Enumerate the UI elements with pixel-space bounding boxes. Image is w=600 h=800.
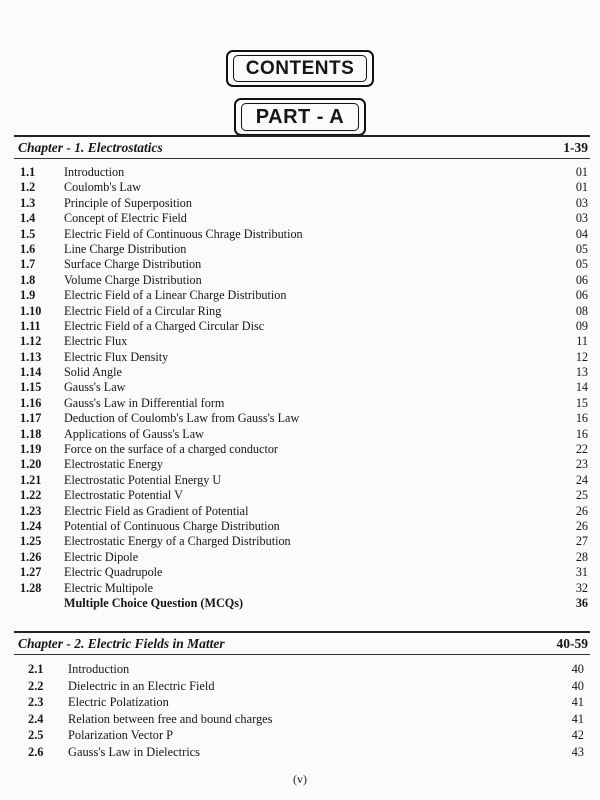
toc-entry: [0, 728, 600, 745]
section-title: Electrostatic Potential Energy U: [64, 472, 222, 487]
section-number: 1.1: [20, 165, 36, 179]
section-number: 2.5: [28, 728, 44, 743]
section-page: 25: [575, 488, 588, 503]
chapter-1-entries: [0, 165, 600, 611]
section-page: 01: [575, 180, 588, 195]
section-title: Dielectric in an Electric Field: [68, 678, 215, 693]
section-page: 06: [575, 272, 588, 287]
section-number: 1.24: [20, 518, 42, 533]
toc-entry: [0, 519, 600, 534]
section-title: Introduction: [68, 662, 130, 676]
section-title: Electric Field of a Charged Circular Disc: [64, 318, 265, 333]
toc-entry: [0, 504, 600, 519]
section-page: 42: [571, 728, 584, 743]
section-number: 1.15: [20, 380, 42, 395]
section-title: Electric Field as Gradient of Potential: [64, 503, 249, 518]
section-page: 01: [575, 165, 588, 179]
chapter-title: Chapter - 1. Electrostatics: [18, 140, 163, 155]
section-title: Deduction of Coulomb's Law from Gauss's Law: [64, 411, 300, 426]
toc-entry: [0, 365, 600, 380]
toc-entry: [0, 745, 600, 762]
section-title: Electric Field of a Linear Charge Distribution: [64, 288, 287, 303]
contents-badge-wrap: [0, 50, 600, 87]
section-page: 11: [576, 334, 588, 349]
section-title: Principle of Superposition: [64, 195, 192, 210]
section-title: Solid Angle: [64, 365, 122, 380]
section-number: 1.8: [20, 272, 36, 287]
section-number: 1.5: [20, 226, 36, 241]
section-number: 1.3: [20, 195, 36, 210]
section-number: 1.26: [20, 549, 42, 564]
section-page: 06: [575, 288, 588, 303]
section-page: 32: [575, 580, 588, 595]
section-page: 12: [575, 349, 588, 364]
section-title: Electric Dipole: [64, 549, 139, 564]
section-title: Electric Field of Continuous Chrage Distribution: [64, 226, 303, 241]
section-title: Electric Multipole: [64, 580, 154, 595]
section-title: Coulomb's Law: [64, 180, 142, 195]
section-page: 31: [575, 565, 588, 580]
toc-entry: [0, 565, 600, 580]
part-badge-wrap: [0, 98, 600, 136]
section-number: 2.3: [28, 695, 44, 710]
section-title: Gauss's Law: [64, 380, 126, 395]
section-number: 1.28: [20, 580, 42, 595]
toc-entry: [0, 257, 600, 272]
toc-entry: [0, 457, 600, 472]
toc-entry: [0, 288, 600, 303]
section-title: Applications of Gauss's Law: [64, 426, 204, 441]
toc-entry: [0, 712, 600, 729]
section-page: 24: [575, 472, 588, 487]
toc-entry: [0, 695, 600, 712]
toc-entry: [0, 319, 600, 334]
part-heading: PART - A: [241, 103, 359, 131]
section-number: 1.10: [20, 303, 42, 318]
section-page: 40: [571, 678, 584, 693]
part-badge: [234, 98, 366, 136]
section-page: 05: [575, 257, 588, 272]
section-page: 36: [575, 595, 588, 610]
section-number: 1.4: [20, 211, 36, 226]
chapter-page-range: 1-39: [563, 140, 588, 155]
section-number: 1.17: [20, 411, 42, 426]
section-title: Concept of Electric Field: [64, 211, 187, 226]
section-title: Electric Flux: [64, 334, 128, 349]
section-page: 41: [571, 711, 584, 726]
section-number: 1.11: [20, 318, 41, 333]
section-number: 2.1: [28, 662, 44, 676]
toc-entry: [0, 662, 600, 679]
section-title: Electric Quadrupole: [64, 565, 163, 580]
toc-entry: [0, 534, 600, 549]
section-number: 1.16: [20, 395, 42, 410]
section-number: 2.2: [28, 678, 44, 693]
page-number: (v): [293, 772, 307, 786]
section-number: 1.19: [20, 442, 42, 457]
section-page: 04: [575, 226, 588, 241]
toc-entry: [0, 581, 600, 596]
section-number: 1.20: [20, 457, 42, 472]
toc-entry: [0, 227, 600, 242]
toc-entry: [0, 473, 600, 488]
section-page: 27: [575, 534, 588, 549]
contents-badge: [226, 50, 375, 87]
section-title: Electric Polatization: [68, 695, 169, 710]
section-title: Electrostatic Potential V: [64, 488, 183, 503]
section-title: Gauss's Law in Differential form: [64, 395, 225, 410]
section-title: Electrostatic Energy of a Charged Distribution: [64, 534, 291, 549]
toc-entry: [0, 242, 600, 257]
toc-entry: [0, 396, 600, 411]
section-page: 03: [575, 195, 588, 210]
chapter-2-entries: [0, 662, 600, 762]
section-title: Relation between free and bound charges: [68, 711, 273, 726]
section-number: 1.27: [20, 565, 42, 580]
chapter-page-range: 40-59: [556, 636, 588, 651]
section-title: Volume Charge Distribution: [64, 272, 202, 287]
section-title: Electric Flux Density: [64, 349, 169, 364]
section-number: 1.14: [20, 365, 42, 380]
toc-entry: [0, 427, 600, 442]
section-number: 1.25: [20, 534, 42, 549]
section-page: 15: [575, 395, 588, 410]
section-page: 41: [571, 695, 584, 710]
section-number: 1.6: [20, 241, 36, 256]
section-number: 1.21: [20, 472, 42, 487]
section-page: 26: [575, 503, 588, 518]
toc-entry: [0, 679, 600, 696]
toc-entry: [0, 196, 600, 211]
section-page: 26: [575, 518, 588, 533]
toc-entry: [0, 211, 600, 226]
section-title: Surface Charge Distribution: [64, 257, 202, 272]
toc-entry-mcq: [0, 596, 600, 611]
section-page: 23: [575, 457, 588, 472]
toc-entry: [0, 273, 600, 288]
section-number: 2.6: [28, 744, 44, 759]
section-title: Gauss's Law in Dielectrics: [68, 744, 200, 759]
toc-entry: [0, 180, 600, 195]
toc-entry: [0, 442, 600, 457]
toc-entry: [0, 334, 600, 349]
section-number: 1.18: [20, 426, 42, 441]
toc-entry: [0, 165, 600, 180]
section-page: 16: [575, 426, 588, 441]
chapter-1-heading: [14, 135, 590, 159]
section-page: 14: [575, 380, 588, 395]
section-page: 28: [575, 549, 588, 564]
section-title: Introduction: [64, 165, 125, 179]
section-page: 43: [571, 744, 584, 759]
toc-entry: [0, 550, 600, 565]
section-title: Multiple Choice Question (MCQs): [64, 595, 244, 610]
section-number: 1.9: [20, 288, 36, 303]
contents-heading: CONTENTS: [233, 55, 368, 82]
section-number: 1.2: [20, 180, 36, 195]
section-page: 16: [575, 411, 588, 426]
chapter-2-heading: [14, 631, 590, 655]
toc-entry: [0, 488, 600, 503]
section-title: Polarization Vector P: [68, 728, 174, 743]
section-page: 09: [575, 318, 588, 333]
toc-entry: [0, 380, 600, 395]
section-title: Force on the surface of a charged conductor: [64, 442, 278, 457]
section-number: 1.23: [20, 503, 42, 518]
section-page: 22: [575, 442, 588, 457]
section-title: Electric Field of a Circular Ring: [64, 303, 222, 318]
section-page: 40: [571, 662, 584, 676]
section-title: Potential of Continuous Charge Distribution: [64, 518, 280, 533]
toc-entry: [0, 304, 600, 319]
section-page: 05: [575, 241, 588, 256]
section-number: 1.22: [20, 488, 42, 503]
section-page: 03: [575, 211, 588, 226]
section-title: Line Charge Distribution: [64, 241, 187, 256]
section-number: 1.7: [20, 257, 36, 272]
section-page: 08: [575, 303, 588, 318]
section-number: 1.13: [20, 349, 42, 364]
section-number: 1.12: [20, 334, 42, 349]
chapter-title: Chapter - 2. Electric Fields in Matter: [18, 636, 225, 651]
toc-entry: [0, 411, 600, 426]
section-title: Electrostatic Energy: [64, 457, 163, 472]
section-number: 2.4: [28, 711, 44, 726]
section-page: 13: [575, 365, 588, 380]
toc-entry: [0, 350, 600, 365]
